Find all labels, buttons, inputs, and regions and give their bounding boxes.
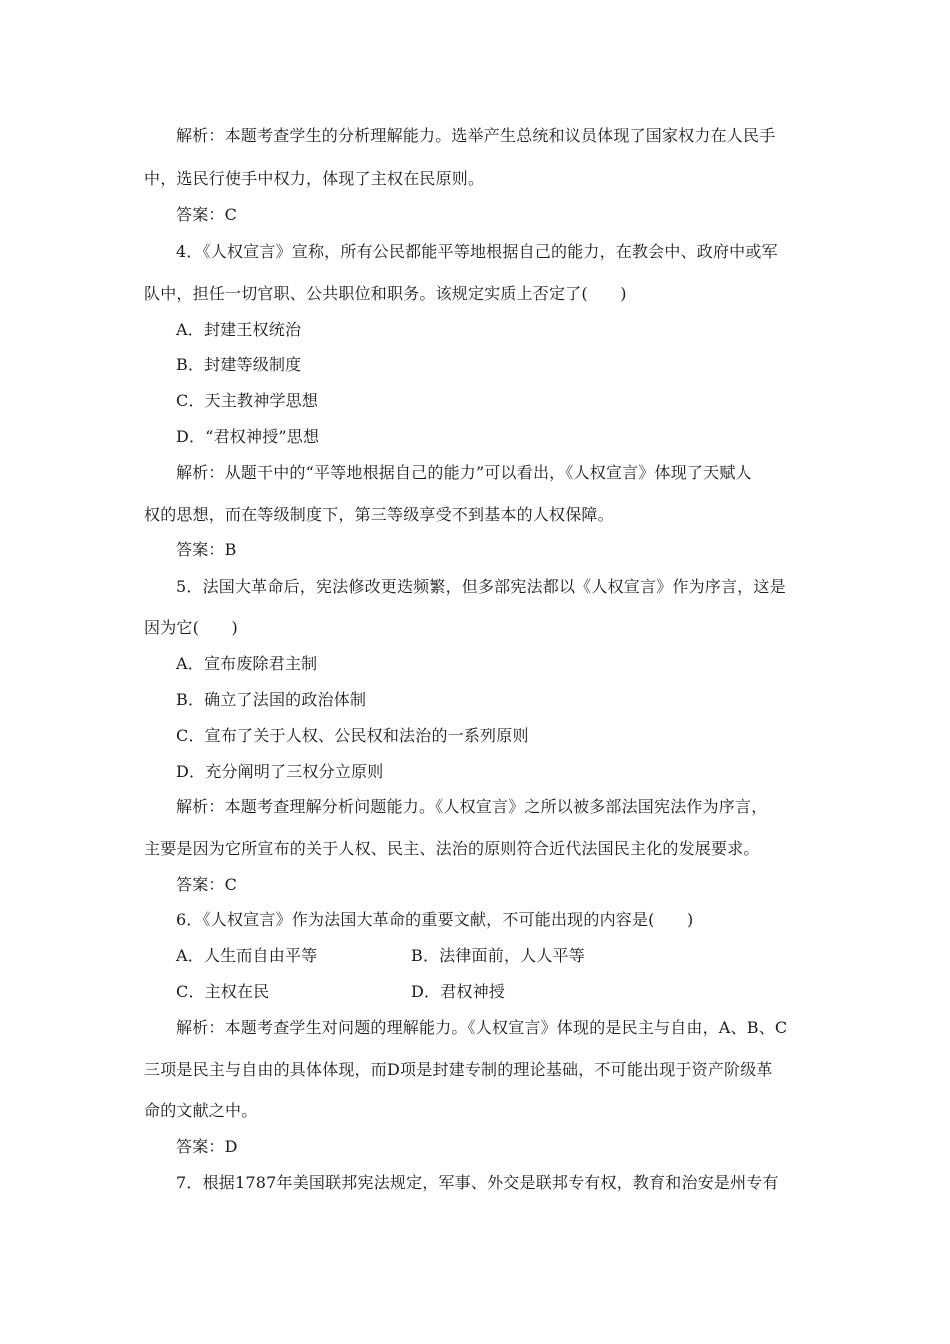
text-line: 7．根据1787年美国联邦宪法规定，军事、外交是联邦专有权，教育和治安是州专有 — [176, 1173, 779, 1192]
text-line: 三项是民主与自由的具体体现，而D项是封建专制的理论基础，不可能出现于资产阶级革 — [144, 1060, 773, 1079]
text-line: 主要是因为它所宣布的关于人权、民主、法治的原则符合近代法国民主化的发展要求。 — [144, 839, 760, 858]
text-line: 中，选民行使手中权力，体现了主权在民原则。 — [144, 169, 485, 188]
text-line: C．主权在民 — [176, 982, 270, 1001]
text-line: A．封建王权统治 — [176, 320, 302, 339]
text-line: 解析：从题干中的“平等地根据自己的能力”可以看出，《人权宣言》体现了天赋人 — [176, 463, 752, 482]
text-line: 权的思想，而在等级制度下，第三等级享受不到基本的人权保障。 — [144, 505, 614, 524]
text-line: 解析：本题考查理解分析问题能力。《人权宣言》之所以被多部法国宪法作为序言， — [176, 797, 768, 816]
text-line: 答案：C — [176, 205, 238, 224]
text-line: 5．法国大革命后，宪法修改更迭频繁，但多部宪法都以《人权宣言》作为序言，这是 — [176, 577, 786, 596]
text-line: 队中，担任一切官职、公共职位和职务。该规定实质上否定了( ) — [144, 284, 627, 303]
text-line: A．人生而自由平等 — [176, 946, 318, 965]
text-line: 解析：本题考查学生的分析理解能力。选举产生总统和议员体现了国家权力在人民手 — [176, 126, 776, 145]
text-line: C．宣布了关于人权、公民权和法治的一系列原则 — [176, 726, 529, 745]
text-line: A．宣布废除君主制 — [176, 654, 318, 673]
text-line: 因为它( ) — [144, 618, 238, 637]
text-line: B．法律面前，人人平等 — [411, 946, 585, 965]
text-line: 答案：C — [176, 875, 238, 894]
text-line: C．天主教神学思想 — [176, 391, 319, 410]
text-line: D．君权神授 — [411, 982, 506, 1001]
text-line: 6．《人权宣言》作为法国大革命的重要文献，不可能出现的内容是( ) — [176, 910, 694, 929]
text-line: 答案：B — [176, 540, 237, 559]
text-line: 答案：D — [176, 1137, 238, 1156]
text-line: B．确立了法国的政治体制 — [176, 690, 367, 709]
text-line: 命的文献之中。 — [144, 1101, 258, 1120]
text-line: 解析：本题考查学生对问题的理解能力。《人权宣言》体现的是民主与自由，A、B、C — [176, 1018, 788, 1037]
text-line: 4．《人权宣言》宣称，所有公民都能平等地根据自己的能力，在教会中、政府中或军 — [176, 242, 778, 261]
text-line: D．“君权神授”思想 — [176, 427, 320, 446]
text-line: B．封建等级制度 — [176, 355, 302, 374]
text-line: D．充分阐明了三权分立原则 — [176, 762, 384, 781]
